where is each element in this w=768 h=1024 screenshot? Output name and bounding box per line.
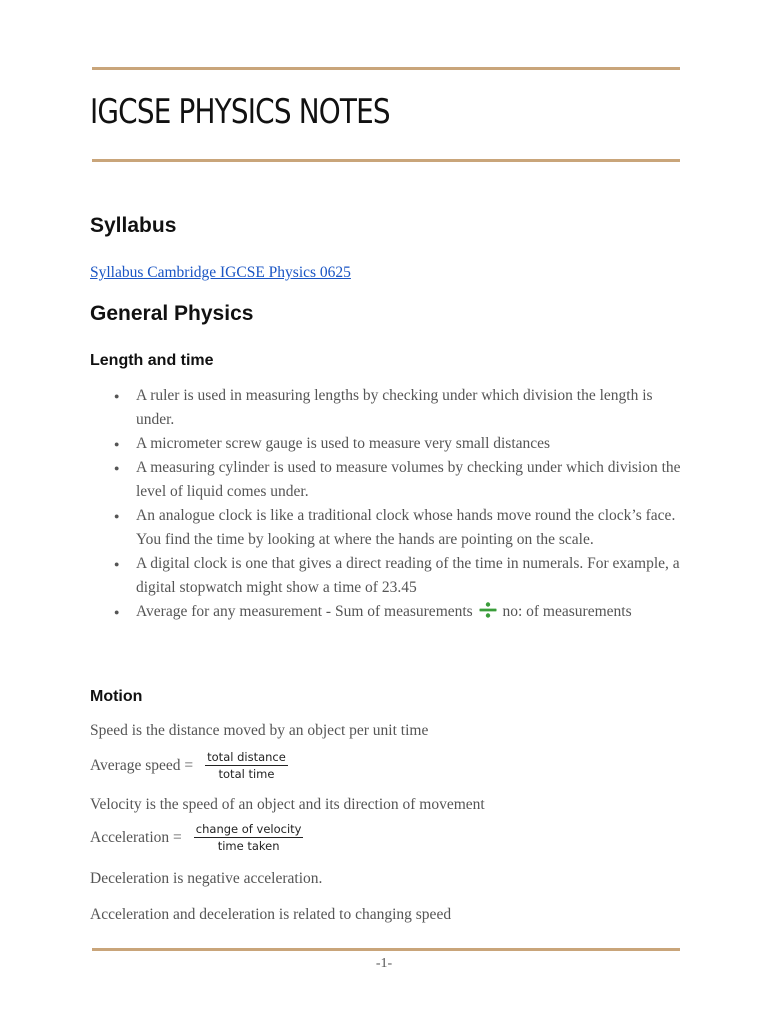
acceleration-fraction: [194, 822, 304, 853]
list-item: ● An analogue clock is like a traditional clock whose hands move round the clock’s face. You find the time by looking at where the hands are pointing on the scale.: [90, 504, 685, 552]
fraction-numerator: change of velocity: [195, 822, 302, 836]
general-physics-heading: General Physics: [90, 302, 254, 325]
acceleration-label: Acceleration =: [90, 828, 182, 846]
average-speed-formula: [90, 750, 288, 781]
average-speed-fraction: [205, 750, 288, 781]
divide-icon: [479, 602, 497, 626]
average-text-after: no: of measurements: [498, 603, 632, 620]
deceleration-definition: Deceleration is negative acceleration.: [90, 870, 323, 887]
average-text-before: Average for any measurement - Sum of measurements: [136, 603, 477, 620]
length-and-time-list: [90, 384, 685, 626]
bottom-rule: [92, 948, 680, 951]
page-number: -1-: [375, 956, 393, 971]
speed-definition: Speed is the distance moved by an object per unit time: [90, 722, 429, 739]
fraction-numerator: total distance: [207, 750, 286, 764]
title-rule: [92, 159, 680, 162]
syllabus-heading: Syllabus: [90, 214, 177, 237]
fraction-denominator: time taken: [217, 839, 280, 853]
list-item: ● A micrometer screw gauge is used to measure very small distances: [90, 432, 685, 456]
list-item: ● A digital clock is one that gives a direct reading of the time in numerals. For example, a digital stopwatch might show a time of 23.45: [90, 552, 685, 600]
list-item: ● A measuring cylinder is used to measure volumes by checking under which division the level of liquid comes under.: [90, 456, 685, 504]
acceleration-note: Acceleration and deceleration is related to changing speed: [90, 906, 452, 923]
list-item: ● A ruler is used in measuring lengths by checking under which division the length is under.: [90, 384, 685, 432]
velocity-definition: Velocity is the speed of an object and its direction of movement: [90, 796, 485, 813]
average-speed-label: Average speed =: [90, 756, 194, 774]
document-title: IGCSE PHYSICS NOTES: [90, 92, 390, 132]
acceleration-formula: [90, 822, 303, 853]
list-item-average: [90, 600, 685, 626]
syllabus-link[interactable]: Syllabus Cambridge IGCSE Physics 0625: [90, 264, 351, 281]
fraction-denominator: total time: [218, 767, 275, 781]
motion-heading: Motion: [90, 688, 143, 705]
top-rule: [92, 67, 680, 70]
length-and-time-heading: Length and time: [90, 352, 214, 369]
